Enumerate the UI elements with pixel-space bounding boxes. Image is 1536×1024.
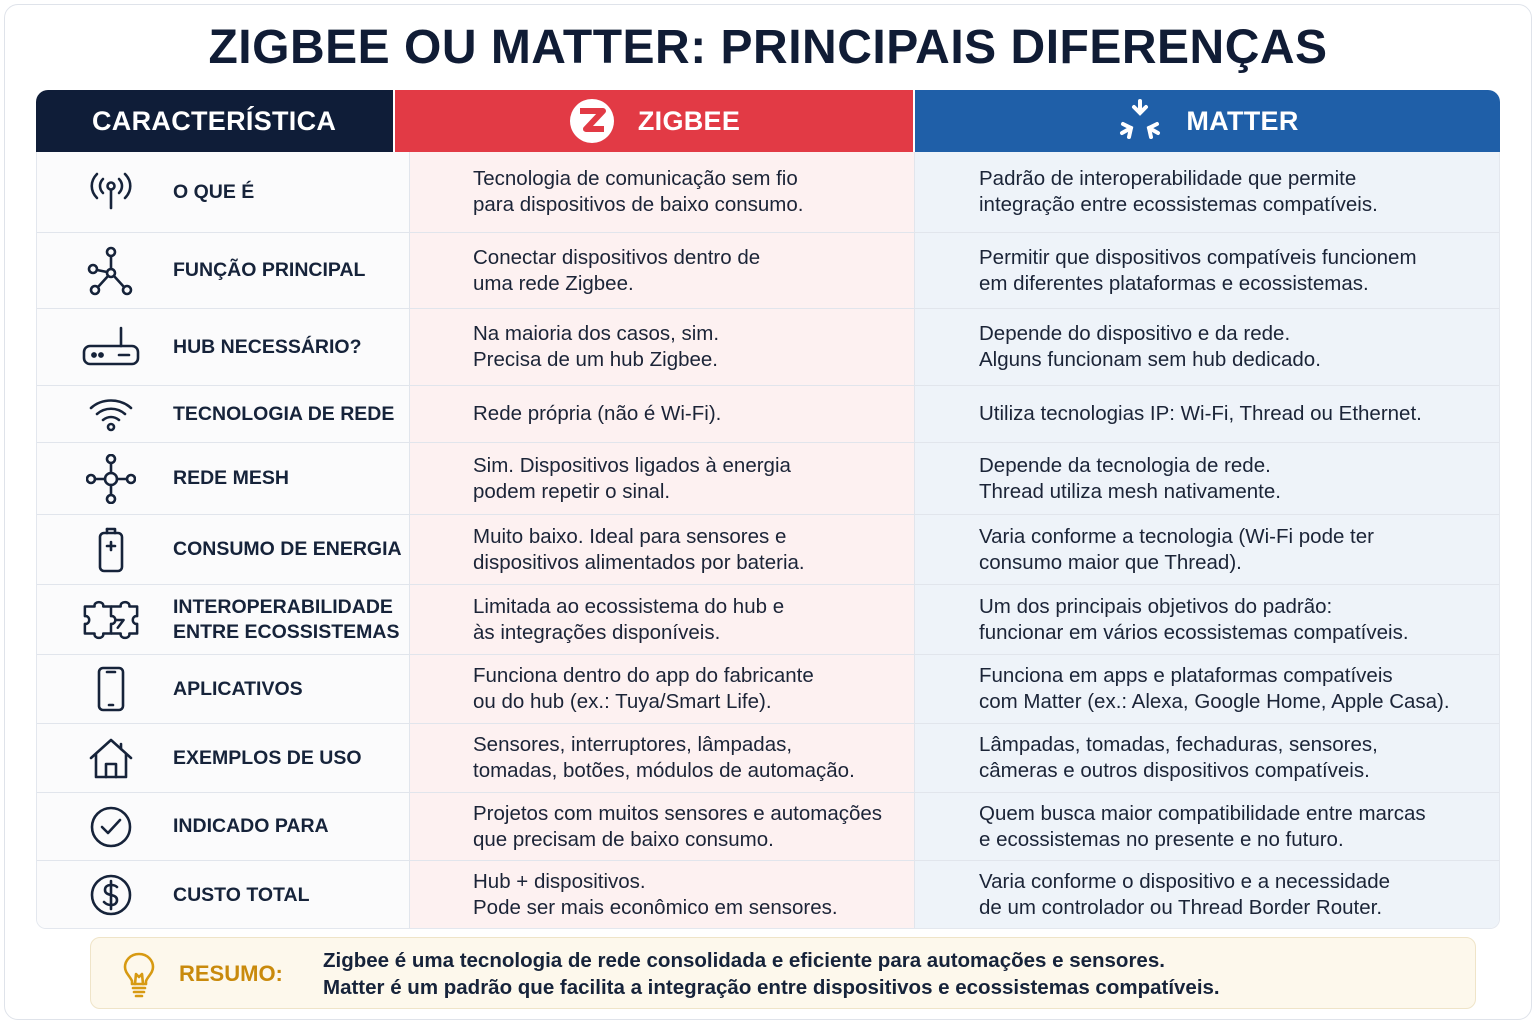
summary-box <box>90 937 1476 1009</box>
page-title: ZIGBEE OU MATTER: PRINCIPAIS DIFERENÇAS <box>208 21 1328 74</box>
mesh-icon <box>81 443 141 514</box>
row-label-line: INDICADO PARA <box>173 815 329 837</box>
matter-cell-line: Depende do dispositivo e da rede. <box>979 322 1291 345</box>
row-label-line: REDE MESH <box>173 467 289 489</box>
matter-cell-line: com Matter (ex.: Alexa, Google Home, Apple Casa). <box>979 690 1450 713</box>
zigbee-cell-line: Sim. Dispositivos ligados à energia <box>473 453 791 477</box>
zigbee-cell-line: tomadas, botões, módulos de automação. <box>473 759 855 782</box>
row-label-line: TECNOLOGIA DE REDE <box>173 402 395 425</box>
matter-cell-line: Permitir que dispositivos compatíveis funcionem <box>979 245 1417 269</box>
zigbee-cell-line: podem repetir o sinal. <box>473 479 671 503</box>
matter-cell <box>979 515 1494 584</box>
table-row <box>37 443 1500 515</box>
battery-icon <box>81 515 141 584</box>
matter-cell-line: Padrão de interoperabilidade que permite <box>979 167 1357 190</box>
row-label <box>173 515 409 584</box>
zigbee-cell-line: dispositivos alimentados por bateria. <box>473 550 805 574</box>
zigbee-cell <box>473 515 903 584</box>
matter-cell-line: Utiliza tecnologias IP: Wi-Fi, Thread ou Ethernet. <box>979 402 1422 425</box>
table-row <box>37 585 1500 655</box>
matter-cell-line: Varia conforme a tecnologia (Wi-Fi pode ter <box>979 524 1374 548</box>
matter-cell <box>979 386 1494 442</box>
zigbee-cell <box>473 793 903 860</box>
router-icon <box>81 309 141 385</box>
header-zigbee <box>395 90 913 152</box>
row-label-line: INTEROPERABILIDADE <box>173 595 393 618</box>
zigbee-cell-line: às integrações disponíveis. <box>473 620 721 644</box>
zigbee-cell-line: Conectar dispositivos dentro de <box>473 245 761 269</box>
row-label <box>173 309 409 385</box>
matter-cell-line: funcionar em vários ecossistemas compatíveis. <box>979 620 1409 644</box>
zigbee-cell <box>473 443 903 514</box>
zigbee-cell-line: Hub + dispositivos. <box>473 870 646 893</box>
zigbee-cell <box>473 655 903 723</box>
matter-cell <box>979 233 1494 308</box>
zigbee-cell-line: Tecnologia de comunicação sem fio <box>473 167 798 190</box>
header-characteristic-label: CARACTERÍSTICA <box>92 105 337 136</box>
row-label <box>173 152 409 232</box>
row-label <box>173 443 409 514</box>
network-nodes-icon <box>81 233 141 308</box>
zigbee-cell-line: Pode ser mais econômico em sensores. <box>473 896 838 919</box>
zigbee-cell <box>473 585 903 654</box>
matter-cell-line: consumo maior que Thread). <box>979 550 1242 574</box>
matter-cell <box>979 585 1494 654</box>
matter-cell <box>979 309 1494 385</box>
matter-cell-line: Quem busca maior compatibilidade entre marcas <box>979 801 1426 825</box>
zigbee-cell-line: Limitada ao ecossistema do hub e <box>473 594 785 618</box>
zigbee-cell-line: Sensores, interruptores, lâmpadas, <box>473 733 793 756</box>
matter-cell-line: Depende da tecnologia de rede. <box>979 453 1271 477</box>
zigbee-cell <box>473 861 903 929</box>
matter-cell <box>979 655 1494 723</box>
check-circle-icon <box>81 793 141 860</box>
matter-cell <box>979 793 1494 860</box>
zigbee-cell-line: Na maioria dos casos, sim. <box>473 322 720 345</box>
matter-logo-icon <box>1116 97 1164 145</box>
row-label <box>173 386 409 442</box>
row-label <box>173 655 409 723</box>
zigbee-cell-line: Rede própria (não é Wi-Fi). <box>473 402 722 425</box>
header-characteristic <box>36 90 393 152</box>
zigbee-cell <box>473 724 903 792</box>
matter-cell-line: Funciona em apps e plataformas compatíveis <box>979 664 1393 687</box>
header-zigbee-label: ZIGBEE <box>637 105 741 136</box>
zigbee-cell <box>473 309 903 385</box>
zigbee-cell-line: para dispositivos de baixo consumo. <box>473 193 804 216</box>
table-row <box>37 309 1500 386</box>
matter-cell-line: câmeras e outros dispositivos compatíveis. <box>979 759 1370 782</box>
zigbee-cell-line: Precisa de um hub Zigbee. <box>473 348 718 371</box>
table-row <box>37 152 1500 233</box>
row-label-line: APLICATIVOS <box>173 677 303 700</box>
table-row <box>37 515 1500 585</box>
row-label <box>173 585 409 654</box>
table-row <box>37 861 1500 929</box>
matter-cell-line: em diferentes plataformas e ecossistemas. <box>979 271 1369 295</box>
row-label-line: HUB NECESSÁRIO? <box>173 335 362 358</box>
table-row <box>37 233 1500 309</box>
header-matter <box>915 90 1500 152</box>
puzzle-icon <box>81 585 141 654</box>
row-label-line: ENTRE ECOSSISTEMAS <box>173 620 400 643</box>
matter-cell <box>979 724 1494 792</box>
smartphone-icon <box>81 655 141 723</box>
zigbee-logo-icon <box>568 97 616 145</box>
row-label <box>173 724 409 792</box>
summary-label: RESUMO: <box>179 961 283 986</box>
row-label-line: FUNÇÃO PRINCIPAL <box>173 259 366 281</box>
zigbee-cell-line: que precisam de baixo consumo. <box>473 827 774 851</box>
matter-cell-line: de um controlador ou Thread Border Router. <box>979 896 1383 919</box>
zigbee-cell-line: uma rede Zigbee. <box>473 271 634 295</box>
row-label-line: EXEMPLOS DE USO <box>173 746 362 769</box>
matter-cell-line: Thread utiliza mesh nativamente. <box>979 479 1281 503</box>
summary-line: Zigbee é uma tecnologia de rede consolidada e eficiente para automações e sensores. <box>323 949 1165 972</box>
zigbee-cell <box>473 233 903 308</box>
lightbulb-icon <box>121 950 157 998</box>
house-icon <box>81 724 141 792</box>
matter-cell-line: Alguns funcionam sem hub dedicado. <box>979 348 1321 371</box>
table-row <box>37 793 1500 861</box>
matter-cell-line: Um dos principais objetivos do padrão: <box>979 594 1333 618</box>
matter-cell <box>979 861 1494 929</box>
matter-cell-line: Varia conforme o dispositivo e a necessidade <box>979 870 1390 893</box>
matter-cell-line: integração entre ecossistemas compatíveis. <box>979 193 1378 216</box>
row-label-line: CONSUMO DE ENERGIA <box>173 538 402 560</box>
zigbee-cell-line: Funciona dentro do app do fabricante <box>473 664 814 687</box>
row-label <box>173 861 409 929</box>
comparison-table <box>36 152 1500 929</box>
wifi-icon <box>81 386 141 442</box>
zigbee-cell-line: Projetos com muitos sensores e automações <box>473 801 883 825</box>
table-row <box>37 655 1500 724</box>
matter-cell <box>979 152 1494 232</box>
zigbee-cell <box>473 152 903 232</box>
dollar-icon <box>81 861 141 929</box>
summary-line: Matter é um padrão que facilita a integração entre dispositivos e ecossistemas compatíveis. <box>323 976 1220 999</box>
matter-cell-line: e ecossistemas no presente e no futuro. <box>979 827 1344 851</box>
row-label <box>173 233 409 308</box>
matter-cell-line: Lâmpadas, tomadas, fechaduras, sensores, <box>979 733 1378 756</box>
summary-text <box>323 947 1220 1001</box>
antenna-icon <box>81 152 141 232</box>
matter-cell <box>979 443 1494 514</box>
header-matter-label: MATTER <box>1186 105 1299 136</box>
table-row <box>37 724 1500 793</box>
zigbee-cell <box>473 386 903 442</box>
zigbee-cell-line: Muito baixo. Ideal para sensores e <box>473 524 787 548</box>
table-row <box>37 386 1500 443</box>
row-label-line: O QUE É <box>173 180 255 203</box>
row-label-line: CUSTO TOTAL <box>173 883 310 906</box>
zigbee-cell-line: ou do hub (ex.: Tuya/Smart Life). <box>473 690 772 713</box>
row-label <box>173 793 409 860</box>
